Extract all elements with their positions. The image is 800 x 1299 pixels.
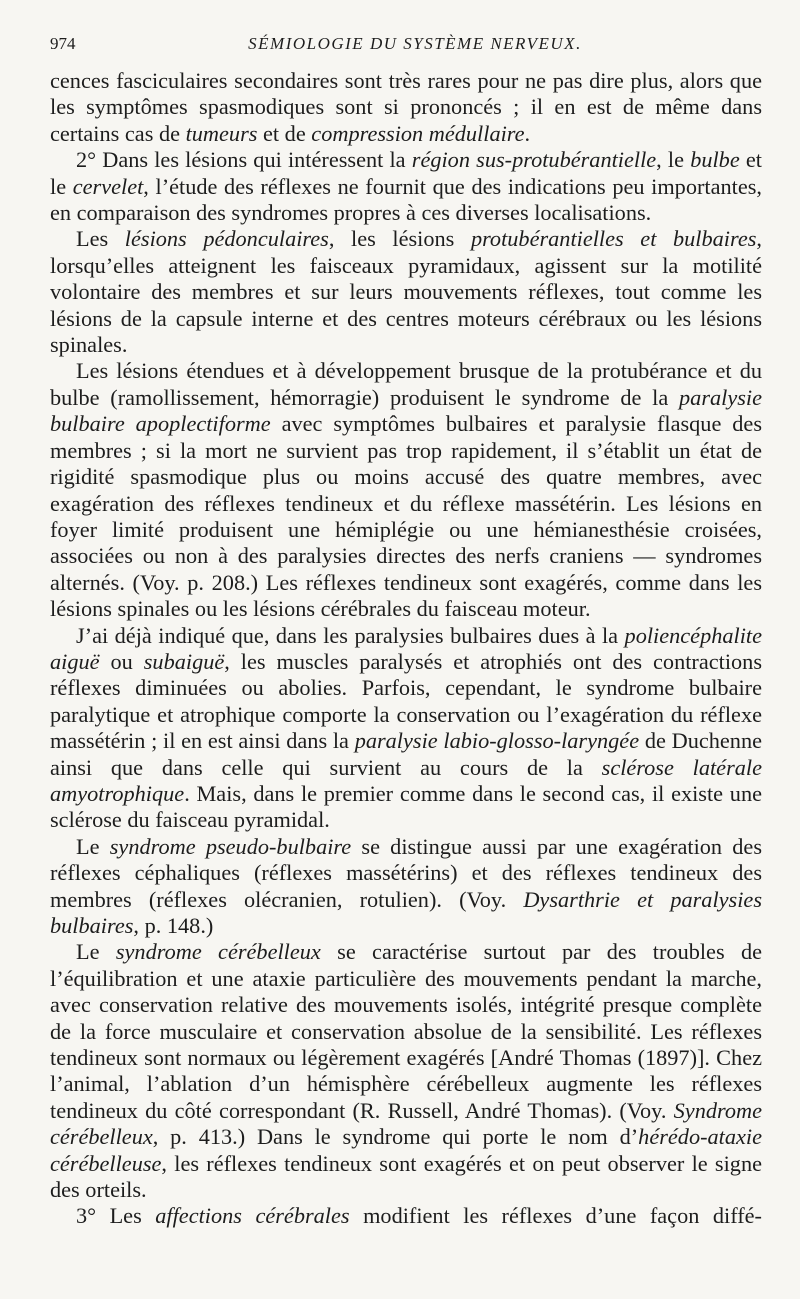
italic-term: compression médullaire bbox=[311, 120, 525, 146]
text-run: Les lésions étendues et à développement brusque de la protubérance et du bulbe (ramollissement, hémorragie) produisent le syndrome de la bbox=[50, 358, 762, 410]
text-run: , p. 148.) bbox=[133, 913, 214, 938]
text-run: de Duchenne ainsi que dans celle qui survient au cours de la bbox=[50, 728, 762, 780]
text-run: se caractérise surtout par des troubles de l’équilibration et une ataxie particulière des mouvements pendant la marche, avec conservation relative des mouvements isolés, intégrité presque complète de la force musculaire et conservation absolue de la sensibilité. Les réflexes tendineux sont normaux ou légèrement exagérés [André Thomas (1897)]. Chez l’animal, l’ablation d’un hémisphère cérébelleux augmente les réflexes tendineux du côté correspondant (R. Russell, André Thomas). (Voy. bbox=[50, 939, 763, 1123]
italic-term: protubérantielles et bulbaires bbox=[470, 226, 757, 252]
text-run: avec symptômes bulbaires et paralysie flasque des membres ; si la mort ne survient pas trop rapidement, il s’établit un état de rigidité spasmodique plus ou moins accusé des quatre membres, avec exagération des réflexes tendineux et du réflexe massétérin. Les lésions en foyer limité produisent une hémiplégie ou une hémianesthésie croisées, associées ou non à des paralysies directes des nerfs craniens — syndromes alternés. (Voy. p. 208.) Les réflexes tendineux sont exagérés, comme dans les lésions spinales ou les lésions cérébrales du faisceau moteur. bbox=[50, 411, 762, 622]
italic-term: bulbe bbox=[690, 147, 740, 173]
paragraph bbox=[50, 623, 762, 834]
paragraph bbox=[50, 358, 762, 622]
text-run: Le bbox=[76, 939, 116, 965]
text-run: ou bbox=[99, 648, 144, 674]
text-run: modifient les réflexes d’une façon diffé- bbox=[349, 1203, 762, 1229]
paragraph bbox=[50, 939, 762, 1203]
text-run: . bbox=[524, 120, 531, 146]
body-text bbox=[50, 68, 762, 1230]
text-run: , les réflexes tendineux sont exagérés et on peut observer le signe des orteils. bbox=[50, 1150, 762, 1203]
italic-term: paralysie bulbaire apoplectiforme bbox=[50, 384, 762, 437]
italic-term: syndrome cérébelleux bbox=[115, 939, 321, 965]
italic-term: hérédo-ataxie cérébelleuse bbox=[50, 1124, 762, 1176]
paragraph bbox=[50, 68, 762, 147]
running-header bbox=[50, 34, 760, 58]
text-run: , lorsqu’elles atteignent les faisceaux pyramidaux, agissent sur la motilité volontaire des membres et sur leurs mouvements réflexes, tout comme les lésions de la capsule interne et des centres moteurs cérébraux ou les lésions spinales. bbox=[50, 226, 762, 358]
italic-term: subaiguë bbox=[143, 648, 225, 674]
italic-term: tumeurs bbox=[185, 120, 258, 146]
italic-term: Syndrome cérébelleux bbox=[50, 1097, 762, 1150]
text-run: cences fasciculaires secondaires sont très rares pour ne pas dire plus, alors que les symptômes spasmodiques sont si prononcés ; il en est de même dans certains cas de bbox=[50, 68, 762, 146]
text-run: et de bbox=[257, 120, 312, 146]
text-run: J’ai déjà indiqué que, dans les paralysies bulbaires dues à la bbox=[76, 622, 625, 648]
italic-term: affections cérébrales bbox=[155, 1203, 350, 1229]
paragraph bbox=[50, 147, 762, 226]
text-run: et le bbox=[50, 147, 763, 199]
text-run: , les muscles paralysés et atrophiés ont des contractions réflexes diminuées ou abolies. Parfois, cependant, le syndrome bulbaire paralytique et atrophique comporte la conservation ou l’exagération du réflexe massétérin ; il en est ainsi dans la bbox=[50, 648, 762, 754]
text-run: , p. 413.) Dans le syndrome qui porte le nom d’ bbox=[152, 1124, 639, 1150]
text-run: , l’étude des réflexes ne fournit que des indications peu importantes, en comparaison des syndromes propres à ces diverses localisations. bbox=[50, 173, 762, 226]
text-run: , les lésions bbox=[328, 226, 471, 252]
text-run: se distingue aussi par une exagération des réflexes céphaliques (réflexes massétérins) et des réflexes tendineux des membres (réflexes olécranien, rotulien). (Voy. bbox=[50, 833, 763, 912]
text-run: . Mais, dans le premier comme dans le second cas, il existe une sclérose du faisceau pyramidal. bbox=[50, 780, 762, 833]
text-run: Le bbox=[76, 833, 110, 859]
paragraph bbox=[50, 834, 762, 940]
running-title: SÉMIOLOGIE DU SYSTÈME NERVEUX. bbox=[248, 34, 582, 53]
italic-term: cervelet bbox=[72, 173, 144, 199]
italic-term: paralysie labio-glosso-laryngée bbox=[354, 728, 640, 754]
italic-term: Dysarthrie et paralysies bulbaires bbox=[50, 886, 762, 938]
paragraph bbox=[50, 1203, 762, 1229]
page-number: 974 bbox=[50, 34, 76, 53]
text-run: , le bbox=[656, 147, 691, 173]
italic-term: région sus-protubérantielle bbox=[411, 147, 657, 173]
paragraph bbox=[50, 226, 762, 358]
italic-term: poliencéphalite aiguë bbox=[50, 622, 762, 674]
italic-term: syndrome pseudo-bulbaire bbox=[109, 833, 352, 859]
italic-term: sclérose latérale amyotrophique bbox=[50, 754, 762, 806]
italic-term: lésions pédonculaires bbox=[124, 226, 329, 252]
text-run: Les bbox=[76, 226, 125, 252]
text-run: 3° Les bbox=[76, 1203, 156, 1229]
text-run: 2° Dans les lésions qui intéressent la bbox=[76, 147, 412, 173]
